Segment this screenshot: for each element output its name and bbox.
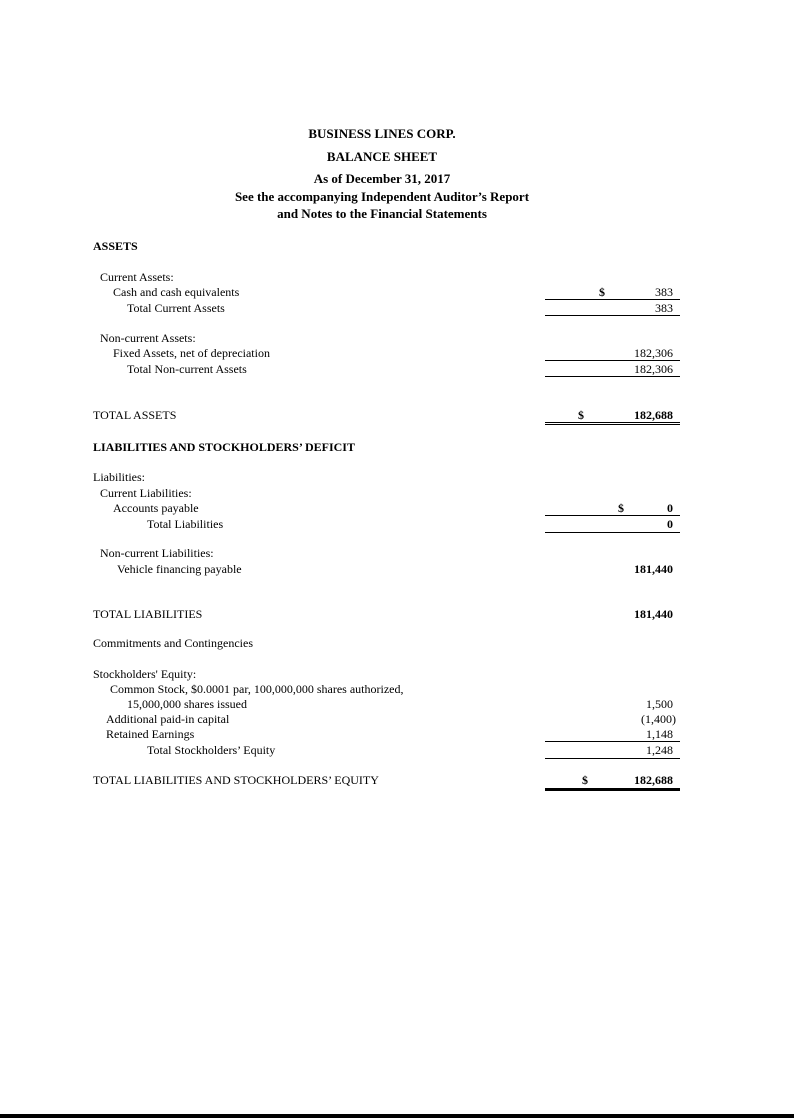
current-assets-label: Current Assets:: [100, 270, 174, 284]
commitments-label: Commitments and Contingencies: [93, 636, 253, 650]
cash-label: Cash and cash equivalents: [113, 285, 240, 299]
noncurrent-liabilities-label: Non-current Liabilities:: [100, 546, 214, 560]
total-equity-label: Total Stockholders’ Equity: [147, 743, 276, 757]
total-current-assets-label: Total Current Assets: [127, 301, 225, 315]
rule-total-noncurrent-assets: [545, 376, 680, 377]
liabilities-heading: LIABILITIES AND STOCKHOLDERS’ DEFICIT: [93, 440, 355, 454]
total-assets-label: TOTAL ASSETS: [93, 408, 177, 422]
common-stock-label-line1: Common Stock, $0.0001 par, 100,000,000 shares authorized,: [110, 682, 404, 696]
total-liabilities-value: 181,440: [634, 607, 673, 621]
statement-title: BALANCE SHEET: [326, 149, 438, 164]
statement-date: As of December 31, 2017: [313, 171, 451, 186]
company-name: BUSINESS LINES CORP.: [308, 126, 456, 141]
page-bottom-border: [0, 1114, 794, 1118]
stockholders-equity-label: Stockholders' Equity:: [93, 667, 197, 681]
total-noncurrent-assets-value: 182,306: [634, 362, 673, 376]
auditor-note-line2: and Notes to the Financial Statements: [277, 206, 487, 221]
rule-total-equity: [545, 758, 680, 759]
total-noncurrent-assets-label: Total Non-current Assets: [127, 362, 247, 376]
grand-total-dollar-sign: $: [582, 773, 588, 787]
accounts-payable-label: Accounts payable: [113, 501, 199, 515]
retained-earnings-value: 1,148: [646, 727, 673, 741]
vehicle-financing-value: 181,440: [634, 562, 673, 576]
fixed-assets-label: Fixed Assets, net of depreciation: [113, 346, 270, 360]
assets-heading: ASSETS: [93, 239, 138, 253]
total-liabilities-label: TOTAL LIABILITIES: [93, 607, 203, 621]
grand-total-value: 182,688: [634, 773, 673, 787]
noncurrent-assets-label: Non-current Assets:: [100, 331, 196, 345]
cash-value: 383: [655, 285, 673, 299]
accounts-payable-value: 0: [667, 501, 673, 515]
rule-cash: [545, 299, 680, 300]
rule-total-current-assets: [545, 315, 680, 316]
rule-fixed-assets: [545, 360, 680, 361]
rule-retained-earnings: [545, 741, 680, 742]
total-assets-value: 182,688: [634, 408, 673, 422]
auditor-note-line1: See the accompanying Independent Auditor’s Report: [234, 189, 530, 204]
current-liabilities-label: Current Liabilities:: [100, 486, 192, 500]
rule-accounts-payable: [545, 515, 680, 516]
rule-total-assets-double: [545, 422, 680, 425]
common-stock-label-line2: 15,000,000 shares issued: [127, 697, 247, 711]
fixed-assets-value: 182,306: [634, 346, 673, 360]
liabilities-label: Liabilities:: [93, 470, 145, 484]
apic-label: Additional paid-in capital: [106, 712, 230, 726]
retained-earnings-label: Retained Earnings: [106, 727, 195, 741]
total-current-assets-value: 383: [655, 301, 673, 315]
rule-total-liabilities-sub: [545, 532, 680, 533]
common-stock-value: 1,500: [646, 697, 673, 711]
vehicle-financing-label: Vehicle financing payable: [117, 562, 242, 576]
total-equity-value: 1,248: [646, 743, 673, 757]
apic-value: (1,400): [641, 712, 676, 726]
total-liabilities-sub-label: Total Liabilities: [147, 517, 224, 531]
rule-grand-total: [545, 788, 680, 791]
cash-dollar-sign: $: [599, 285, 605, 299]
accounts-payable-dollar-sign: $: [618, 501, 624, 515]
total-liabilities-sub-value: 0: [667, 517, 673, 531]
total-assets-dollar-sign: $: [578, 408, 584, 422]
grand-total-label: TOTAL LIABILITIES AND STOCKHOLDERS’ EQUITY: [93, 773, 379, 787]
